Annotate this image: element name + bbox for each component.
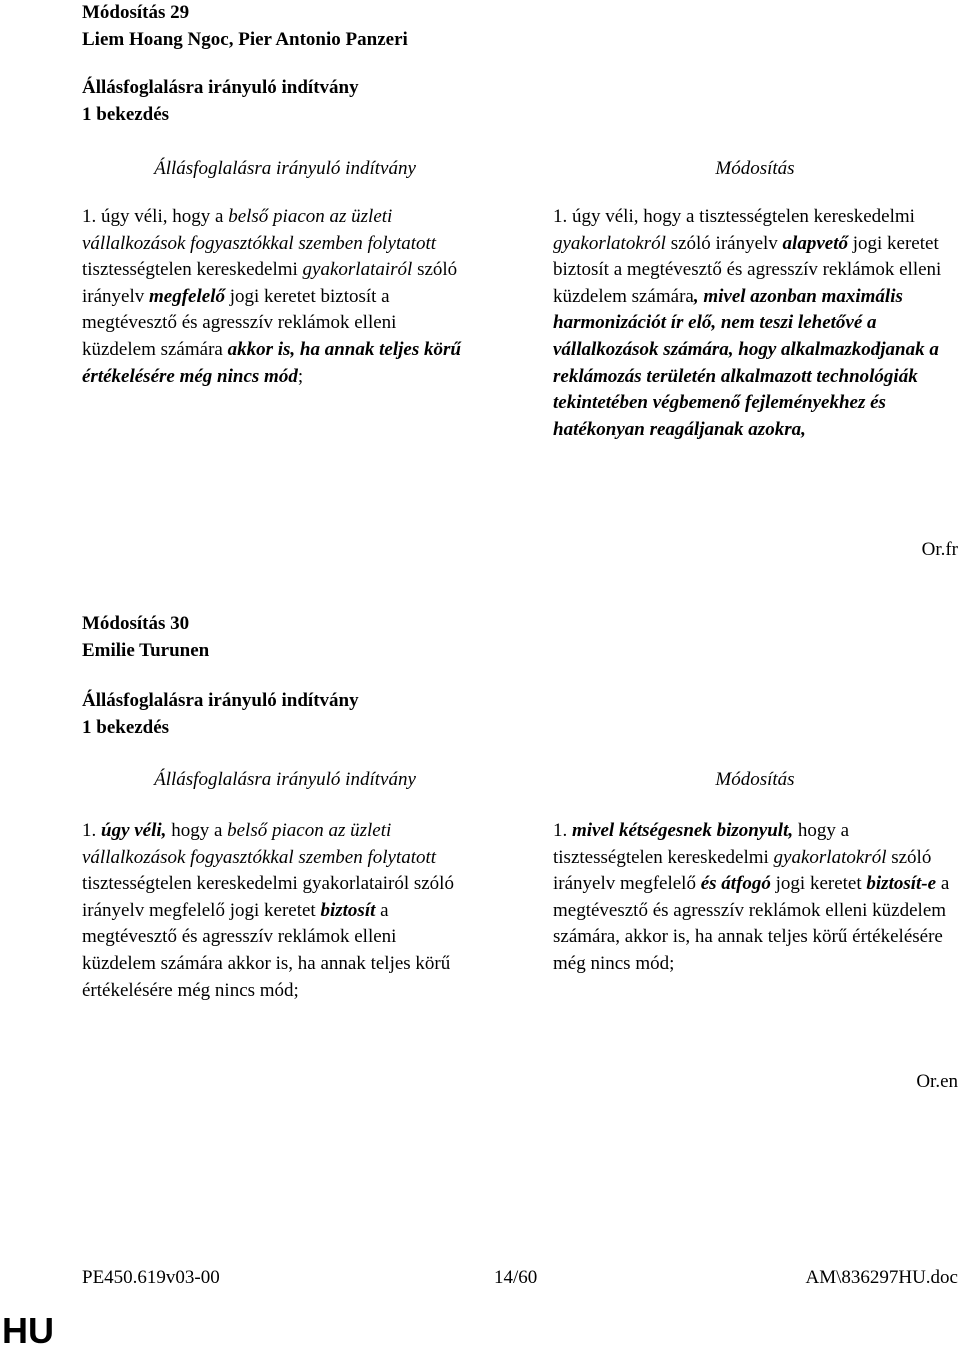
text-segment: 1. (553, 820, 572, 841)
text-segment: belső piacon az üzleti vállalkozások fogyasztókkal szemben folytatott (82, 820, 437, 868)
text-segment: biztosít (320, 899, 376, 921)
text-segment: gyakorlatokról (553, 232, 666, 254)
right-column-text (553, 818, 959, 978)
text-segment: hogy a tisztességtelen kereskedelmi (553, 820, 850, 868)
text-segment: belső piacon az üzleti vállalkozások fogyasztókkal szemben folytatott (82, 206, 437, 254)
text-segment: 1. úgy véli, hogy a (82, 206, 229, 227)
text-segment: jogi keretet biztosít a megtévesztő és agresszív reklámok elleni küzdelem számára (553, 232, 942, 307)
amendment-document: Állásfoglalásra irányuló indítvány (82, 77, 359, 98)
amendment-number: Módosítás 29 (82, 2, 190, 23)
text-segment: jogi keretet biztosít a megtévesztő és agresszív reklámok elleni küzdelem számára (82, 285, 397, 360)
footer-language-code: HU (2, 1310, 54, 1351)
text-segment: gyakorlatokról (773, 846, 887, 868)
right-column-text (553, 204, 959, 443)
origin-language: Or.en (916, 1071, 958, 1092)
text-segment: 1. (82, 820, 101, 841)
text-segment: a megtévesztő és agresszív reklámok elleni küzdelem számára akkor is, ha annak teljes körű értékelésére még nincs mód; (82, 899, 451, 1001)
text-segment: szóló irányelv (82, 259, 458, 307)
text-segment: akkor is, ha annak teljes körű értékelésére még nincs mód (82, 338, 461, 387)
left-column-header: Állásfoglalásra irányuló indítvány (154, 158, 416, 179)
footer-file-name: AM\836297HU.doc (805, 1267, 958, 1288)
amendment-paragraph: 1 bekezdés (82, 717, 170, 738)
footer-page-number: 14/60 (494, 1267, 538, 1288)
text-segment: tisztességtelen kereskedelmi gyakorlatairól szóló irányelv megfelelő jogi keretet (82, 873, 454, 921)
text-segment: a megtévesztő és agresszív reklámok elleni küzdelem számára, akkor is, ha annak teljes körű értékelésére még nincs mód; (553, 873, 950, 974)
text-segment: gyakorlatairól (302, 259, 413, 281)
amendment-number: Módosítás 30 (82, 613, 190, 634)
text-segment: szóló irányelv megfelelő (553, 846, 932, 895)
left-column-text (82, 818, 472, 1004)
text-segment: és átfogó (700, 873, 771, 895)
text-segment: tisztességtelen kereskedelmi (82, 259, 303, 281)
text-segment: szóló irányelv (665, 232, 783, 254)
amendment-authors: Emilie Turunen (82, 640, 210, 661)
left-column-text (82, 204, 472, 390)
amendment-document: Állásfoglalásra irányuló indítvány (82, 690, 359, 711)
text-segment: , mivel azonban maximális harmonizációt ír elő, nem teszi lehetővé a vállalkozások számára, hogy alkalmazkodjanak a reklámozás területén alkalmazott technológiák tekintetében végbemenő fejleményekhez és hatékonyan reagáljanak azokra, (553, 285, 939, 440)
amendment-paragraph: 1 bekezdés (82, 104, 170, 125)
text-segment: 1. úgy véli, hogy a tisztességtelen kereskedelmi (553, 206, 915, 227)
text-segment: ; (297, 365, 304, 387)
text-segment: biztosít-e (866, 873, 937, 895)
left-column-header: Állásfoglalásra irányuló indítvány (154, 769, 416, 790)
right-column-header: Módosítás (715, 769, 795, 790)
text-segment: jogi keretet (770, 873, 867, 895)
text-segment: alapvető (782, 232, 848, 254)
text-segment: úgy véli, (101, 820, 167, 841)
amendment-authors: Liem Hoang Ngoc, Pier Antonio Panzeri (82, 29, 408, 50)
text-segment: mivel kétségesnek bizonyult, (572, 820, 794, 841)
origin-language: Or.fr (921, 539, 958, 560)
footer-doc-ref: PE450.619v03-00 (82, 1267, 220, 1288)
right-column-header: Módosítás (715, 158, 795, 179)
text-segment: megfelelő (149, 285, 225, 307)
text-segment: hogy a (166, 820, 228, 841)
